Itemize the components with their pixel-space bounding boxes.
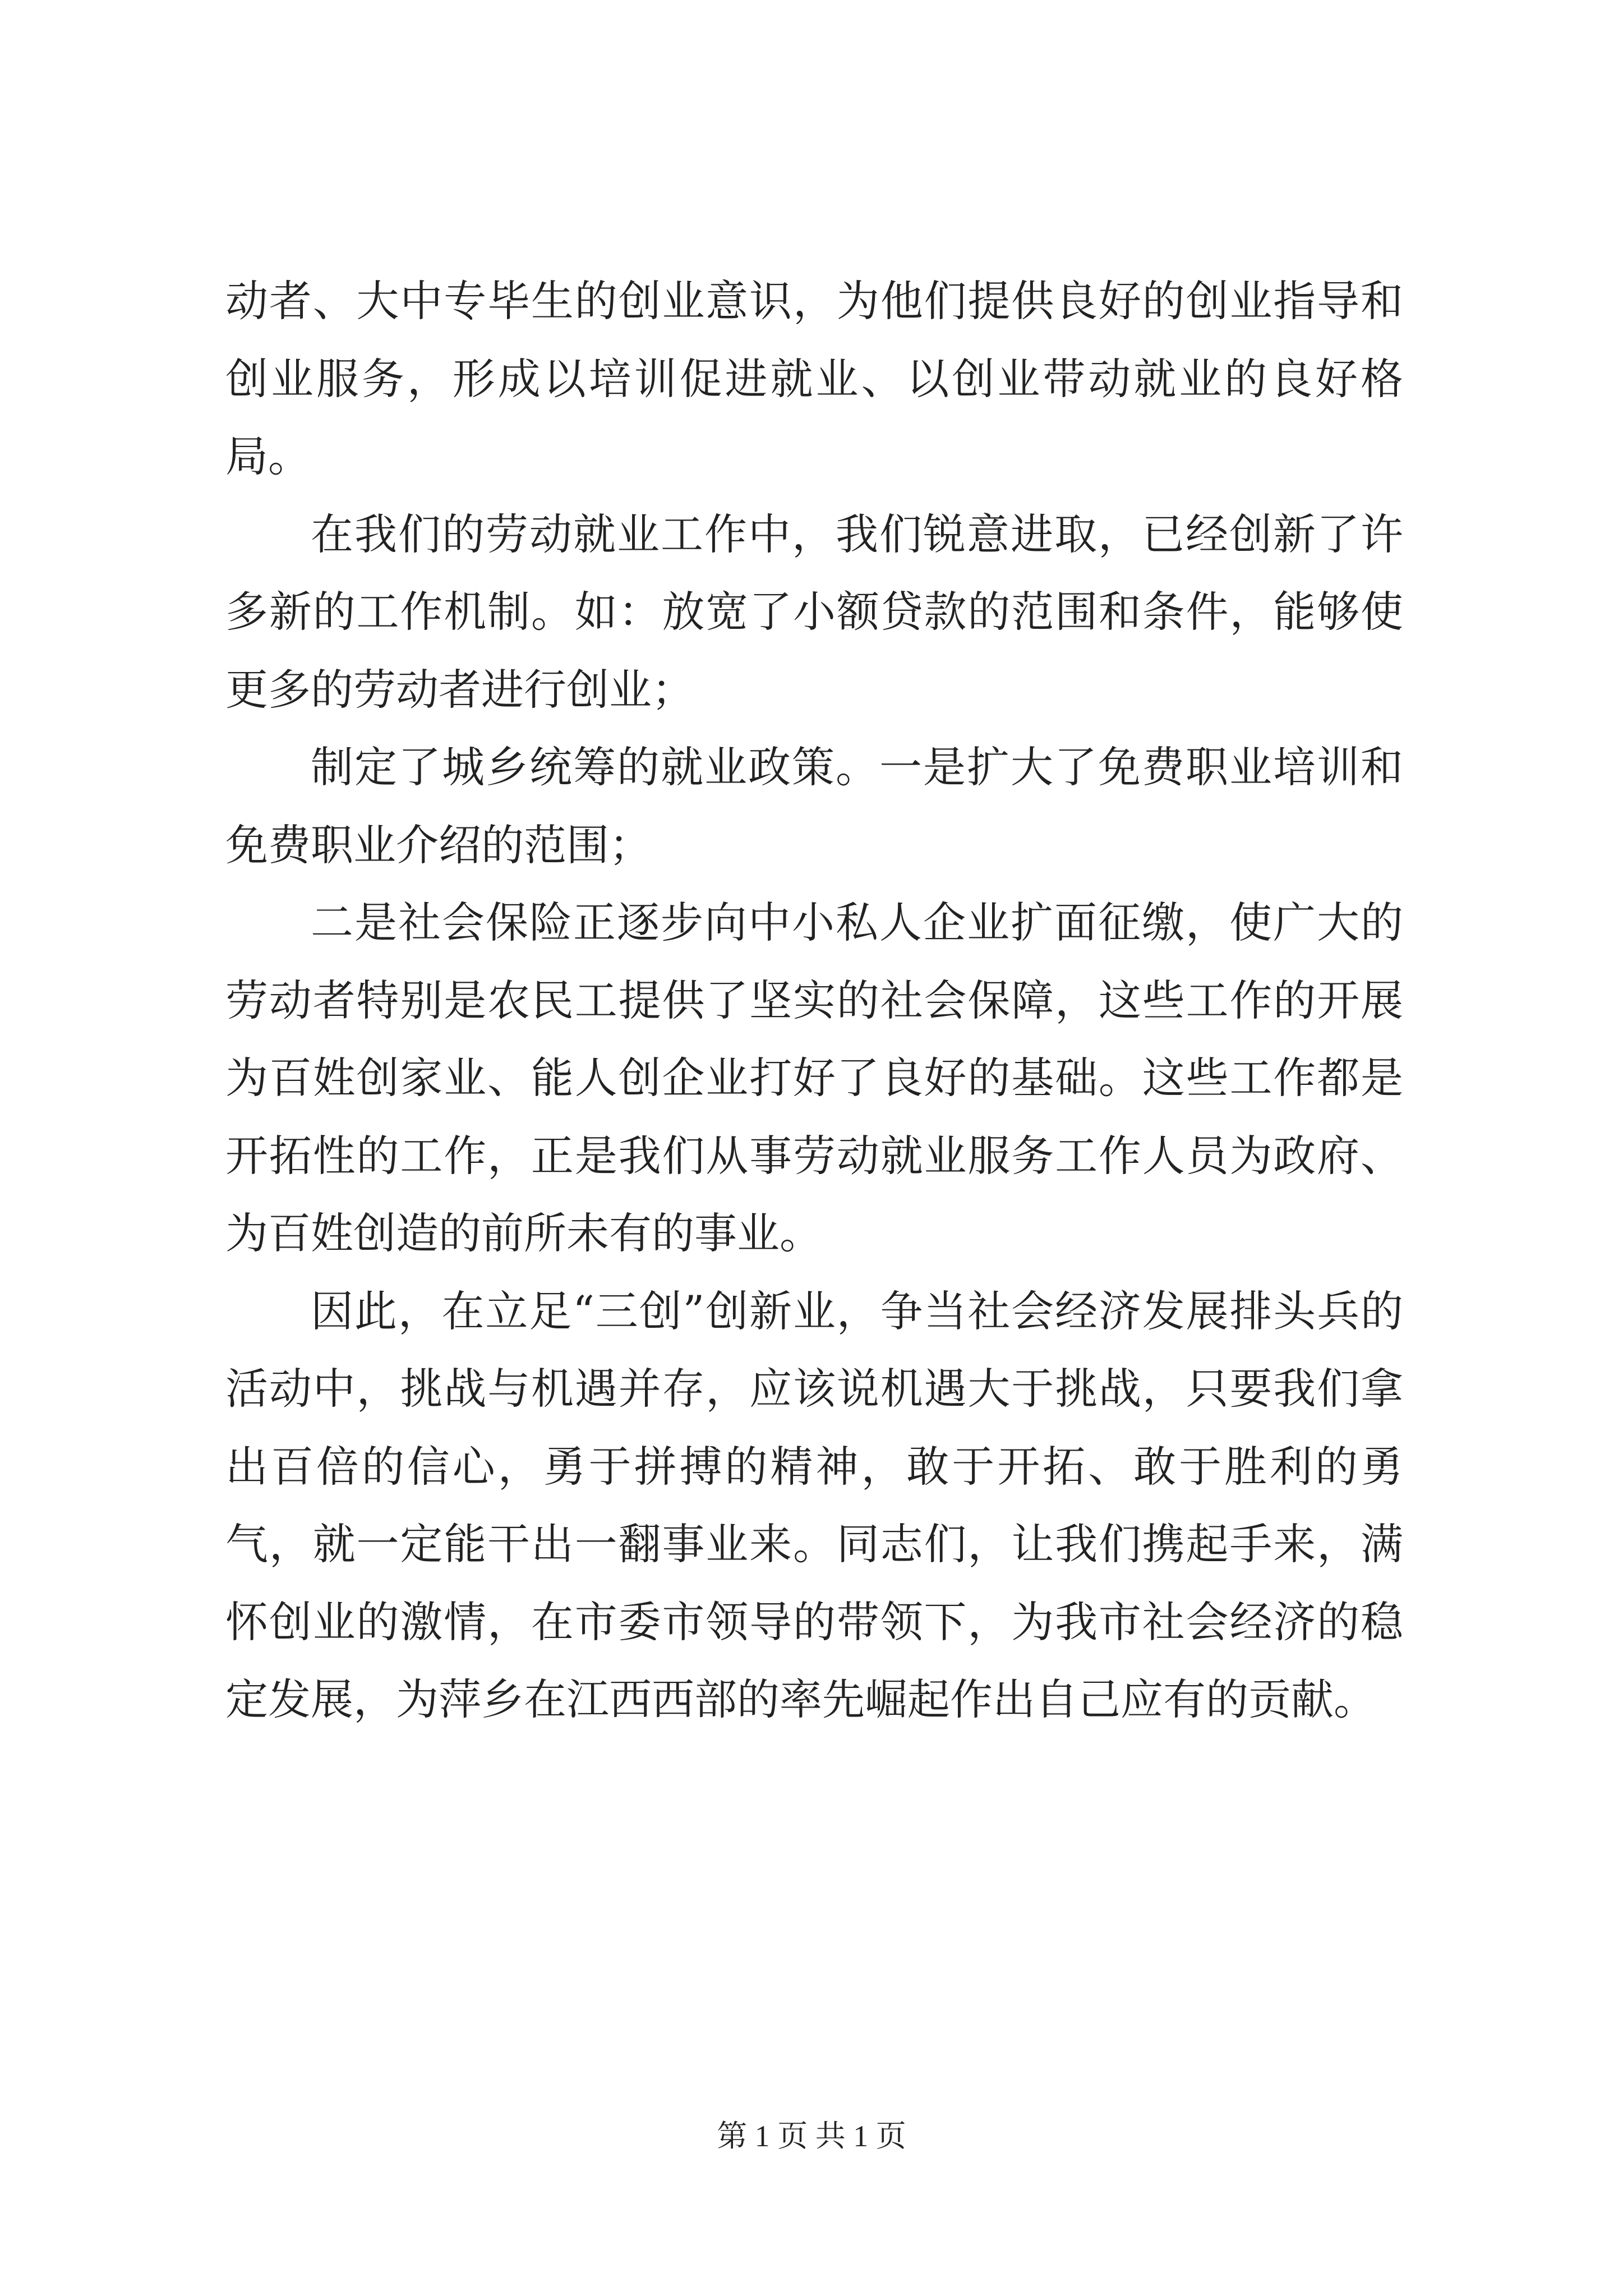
page-footer: 第 1 页 共 1 页 bbox=[717, 2119, 906, 2153]
document-body bbox=[225, 263, 1403, 1739]
paragraph-5: 因此，在立足“三创”创新业，争当社会经济发展排头兵的活动中，挑战与机遇并存，应该说机遇大于挑战，只要我们拿出百倍的信心，勇于拼搏的精神，敢于开拓、敢于胜利的勇气，就一定能干出一翻事业来。同志们，让我们携起手来，满怀创业的激情，在市委市领导的带领下，为我市社会经济的稳定发展，为萍乡在江西西部的率先崛起作出自己应有的贡献。 bbox=[225, 1286, 1403, 1724]
paragraph-4: 二是社会保险正逐步向中小私人企业扩面征缴，使广大的劳动者特别是农民工提供了坚实的社会保障，这些工作的开展为百姓创家业、能人创企业打好了良好的基础。这些工作都是开拓性的工作，正是我们从事劳动就业服务工作人员为政府、为百姓创造的前所未有的事业。 bbox=[225, 898, 1403, 1258]
paragraph-3: 制定了城乡统筹的就业政策。一是扩大了免费职业培训和免费职业介绍的范围； bbox=[225, 742, 1403, 870]
paragraph-1: 动者、大中专毕生的创业意识，为他们提供良好的创业指导和创业服务，形成以培训促进就业、以创业带动就业的良好格局。 bbox=[225, 276, 1403, 481]
paragraph-2: 在我们的劳动就业工作中，我们锐意进取，已经创新了许多新的工作机制。如：放宽了小额贷款的范围和条件，能够使更多的劳动者进行创业； bbox=[225, 509, 1403, 715]
